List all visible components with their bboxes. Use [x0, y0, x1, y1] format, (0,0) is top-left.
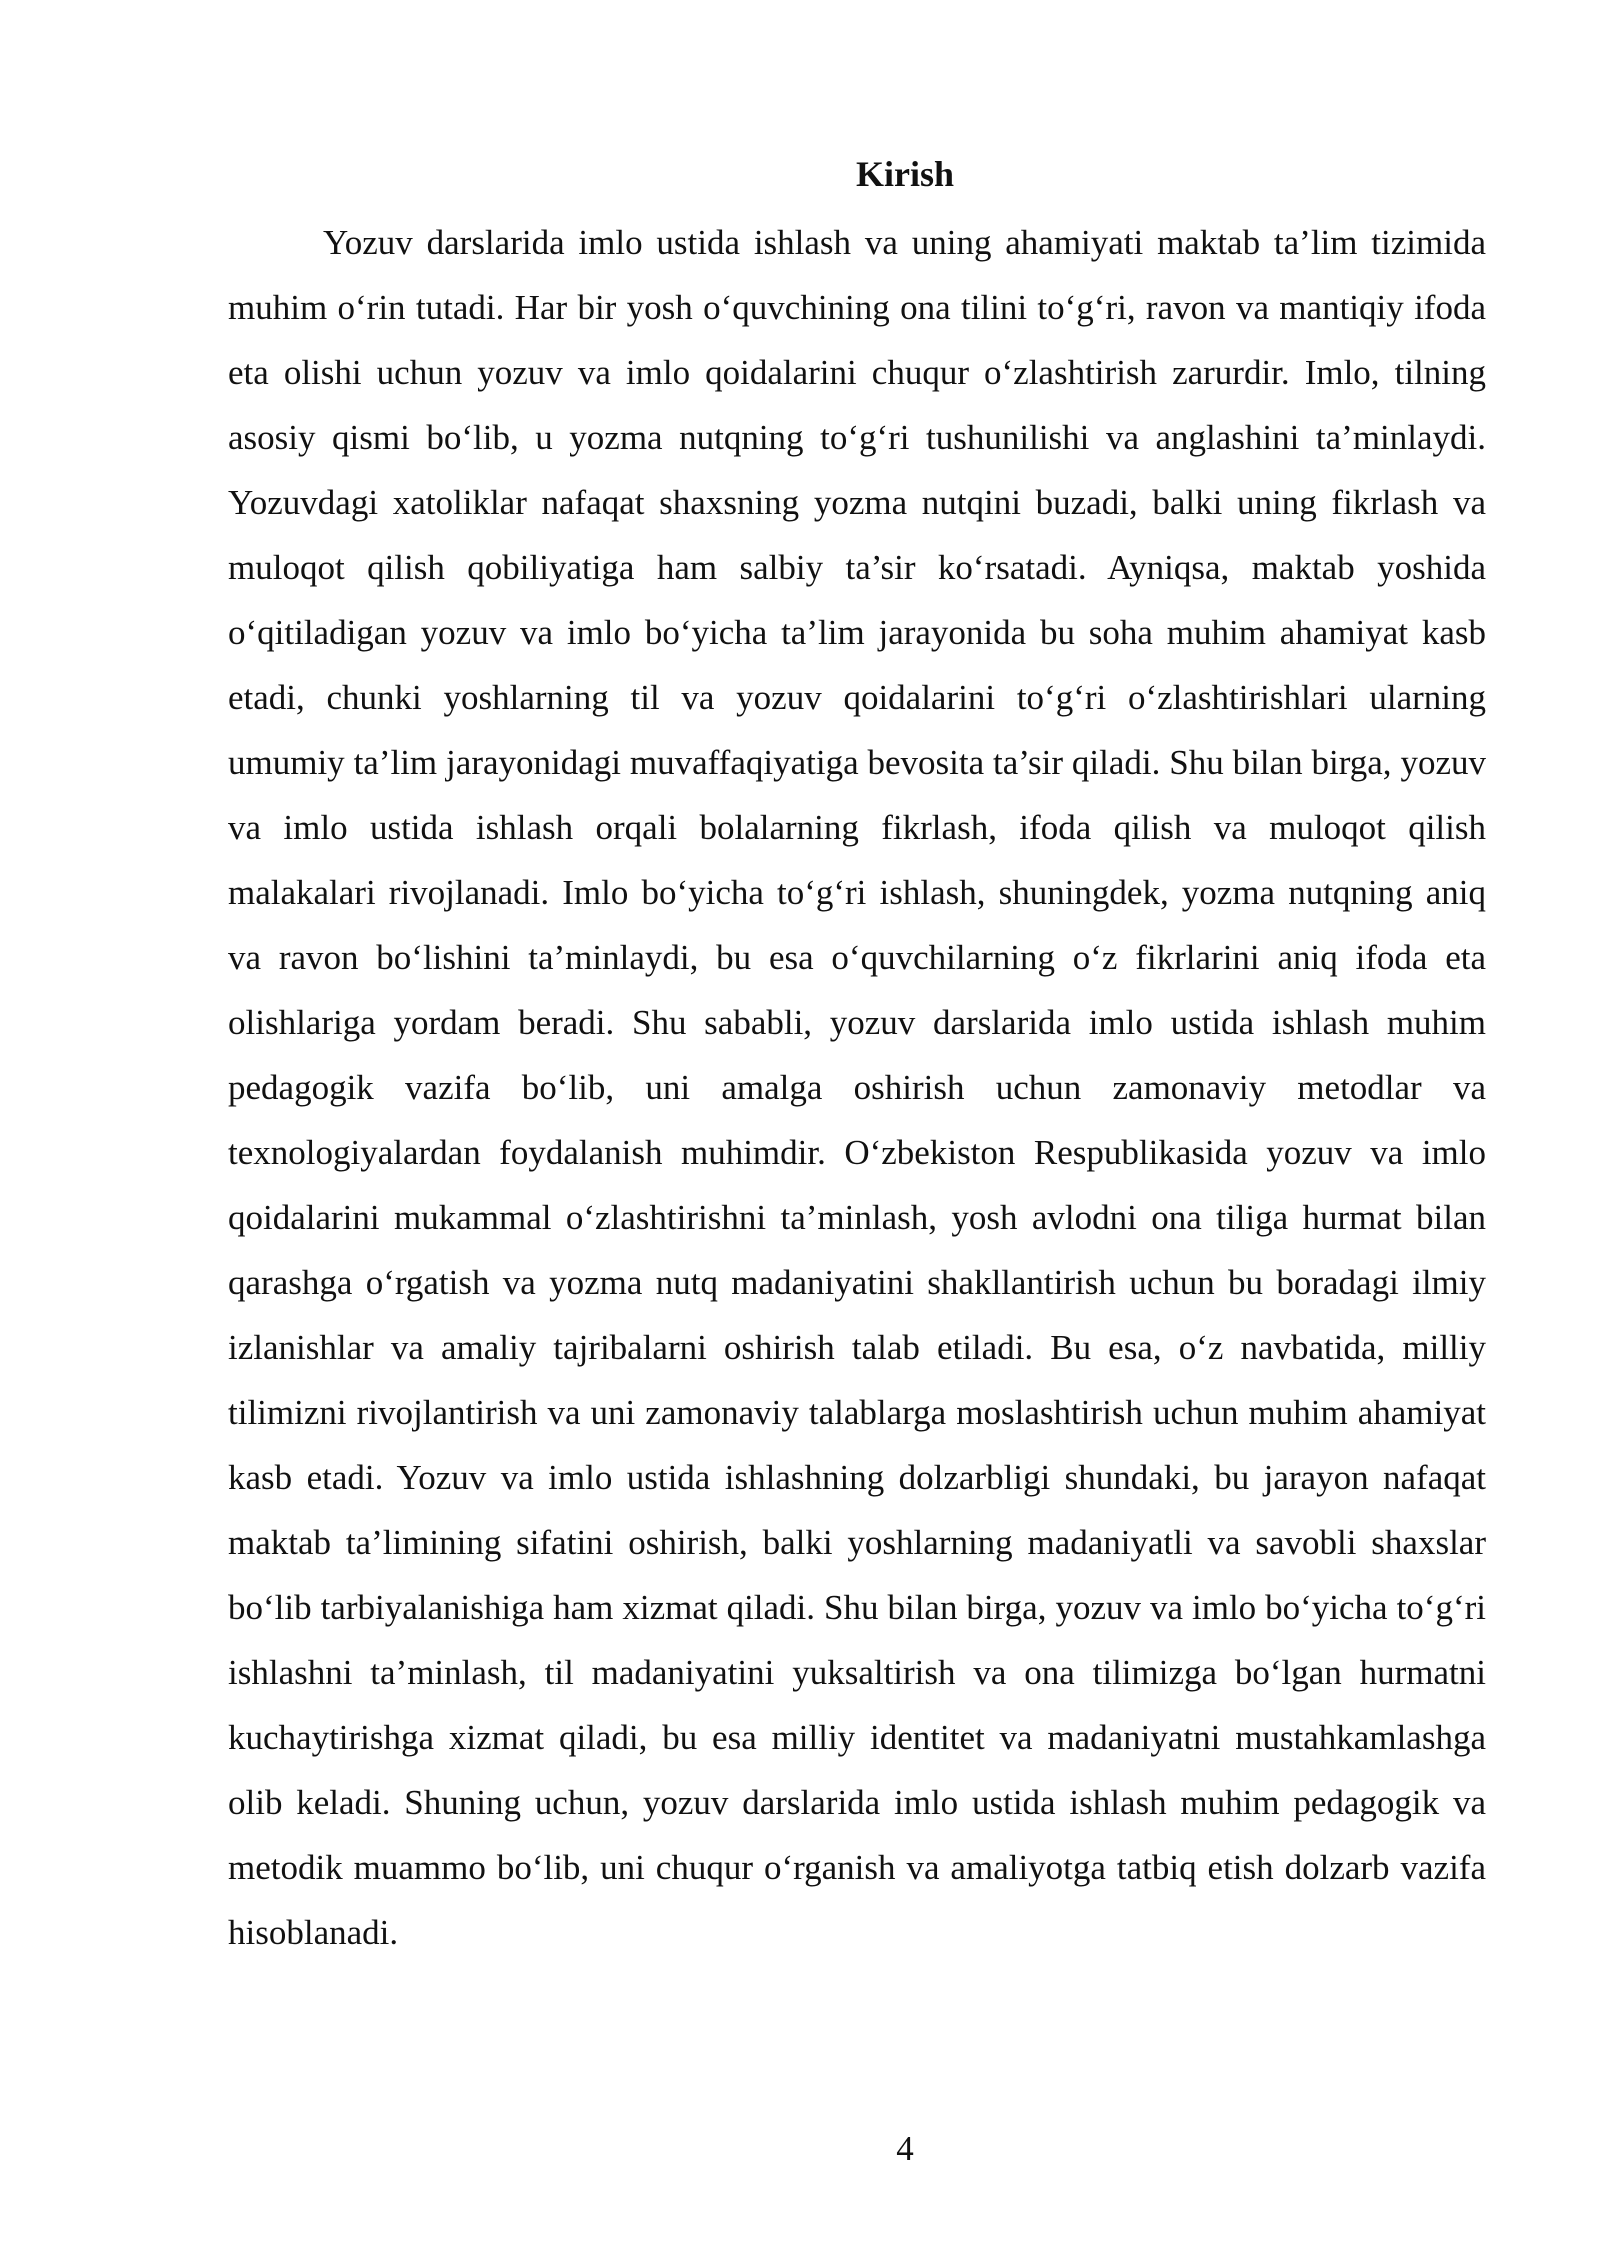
page-number: 4 — [896, 2129, 914, 2168]
body-paragraph: Yozuv darslarida imlo ustida ishlash va uning ahamiyati maktab ta’lim tizimida muhim o‘rin tutadi. Har bir yosh o‘quvchining ona tilini to‘g‘ri, ravon va mantiqiy ifoda eta olishi uchun yozuv va imlo qoidalarini chuqur o‘zlashtirish zarurdir. Imlo, tilning asosiy qismi bo‘lib, u yozma nutqning to‘g‘ri tushunilishi va anglashini ta’minlaydi. Yozuvdagi xatoliklar nafaqat shaxsning yozma nutqini buzadi, balki uning fikrlash va muloqot qilish qobiliyatiga ham salbiy ta’sir ko‘rsatadi. Ayniqsa, maktab yoshida o‘qitiladigan yozuv va imlo bo‘yicha ta’lim jarayonida bu soha muhim ahamiyat kasb etadi, chunki yoshlarning til va yozuv qoidalarini to‘g‘ri o‘zlashtirishlari ularning umumiy ta’lim jarayonidagi muvaffaqiyatiga bevosita ta’sir qiladi. Shu bilan birga, yozuv va imlo ustida ishlash orqali bolalarning fikrlash, ifoda qilish va muloqot qilish malakalari rivojlanadi. Imlo bo‘yicha to‘g‘ri ishlash, shuningdek, yozma nutqning aniq va ravon bo‘lishini ta’minlaydi, bu esa o‘quvchilarning o‘z fikrlarini aniq ifoda eta olishlariga yordam beradi. Shu sababli, yozuv darslarida imlo ustida ishlash muhim pedagogik vazifa bo‘lib, uni amalga oshirish uchun zamonaviy metodlar va texnologiyalardan foydalanish muhimdir. O‘zbekiston Respublikasida yozuv va imlo qoidalarini mukammal o‘zlashtirishni ta’minlash, yosh avlodni ona tiliga hurmat bilan qarashga o‘rgatish va yozma nutq madaniyatini shakllantirish uchun bu boradagi ilmiy izlanishlar va amaliy tajribalarni oshirish talab etiladi. Bu esa, o‘z navbatida, milliy tilimizni rivojlantirish va uni zamonaviy talablarga moslashtirish uchun muhim ahamiyat kasb etadi. Yozuv va imlo ustida ishlashning dolzarbligi shundaki, bu jarayon nafaqat maktab ta’limining sifatini oshirish, balki yoshlarning madaniyatli va savobli shaxslar bo‘lib tarbiyalanishiga ham xizmat qiladi. Shu bilan birga, yozuv va imlo bo‘yicha to‘g‘ri ishlashni ta’minlash, til madaniyatini yuksaltirish va ona tilimizga bo‘lgan hurmatni kuchaytirishga xizmat qiladi, bu esa milliy identitet va madaniyatni mustahkamlashga olib keladi. Shuning uchun, yozuv darslarida imlo ustida ishlash muhim pedagogik va metodik muammo bo‘lib, uni chuqur o‘rganish va amaliyotga tatbiq etish dolzarb vazifa hisoblanadi. — [228, 223, 1486, 1952]
section-heading: Kirish — [855, 154, 954, 194]
